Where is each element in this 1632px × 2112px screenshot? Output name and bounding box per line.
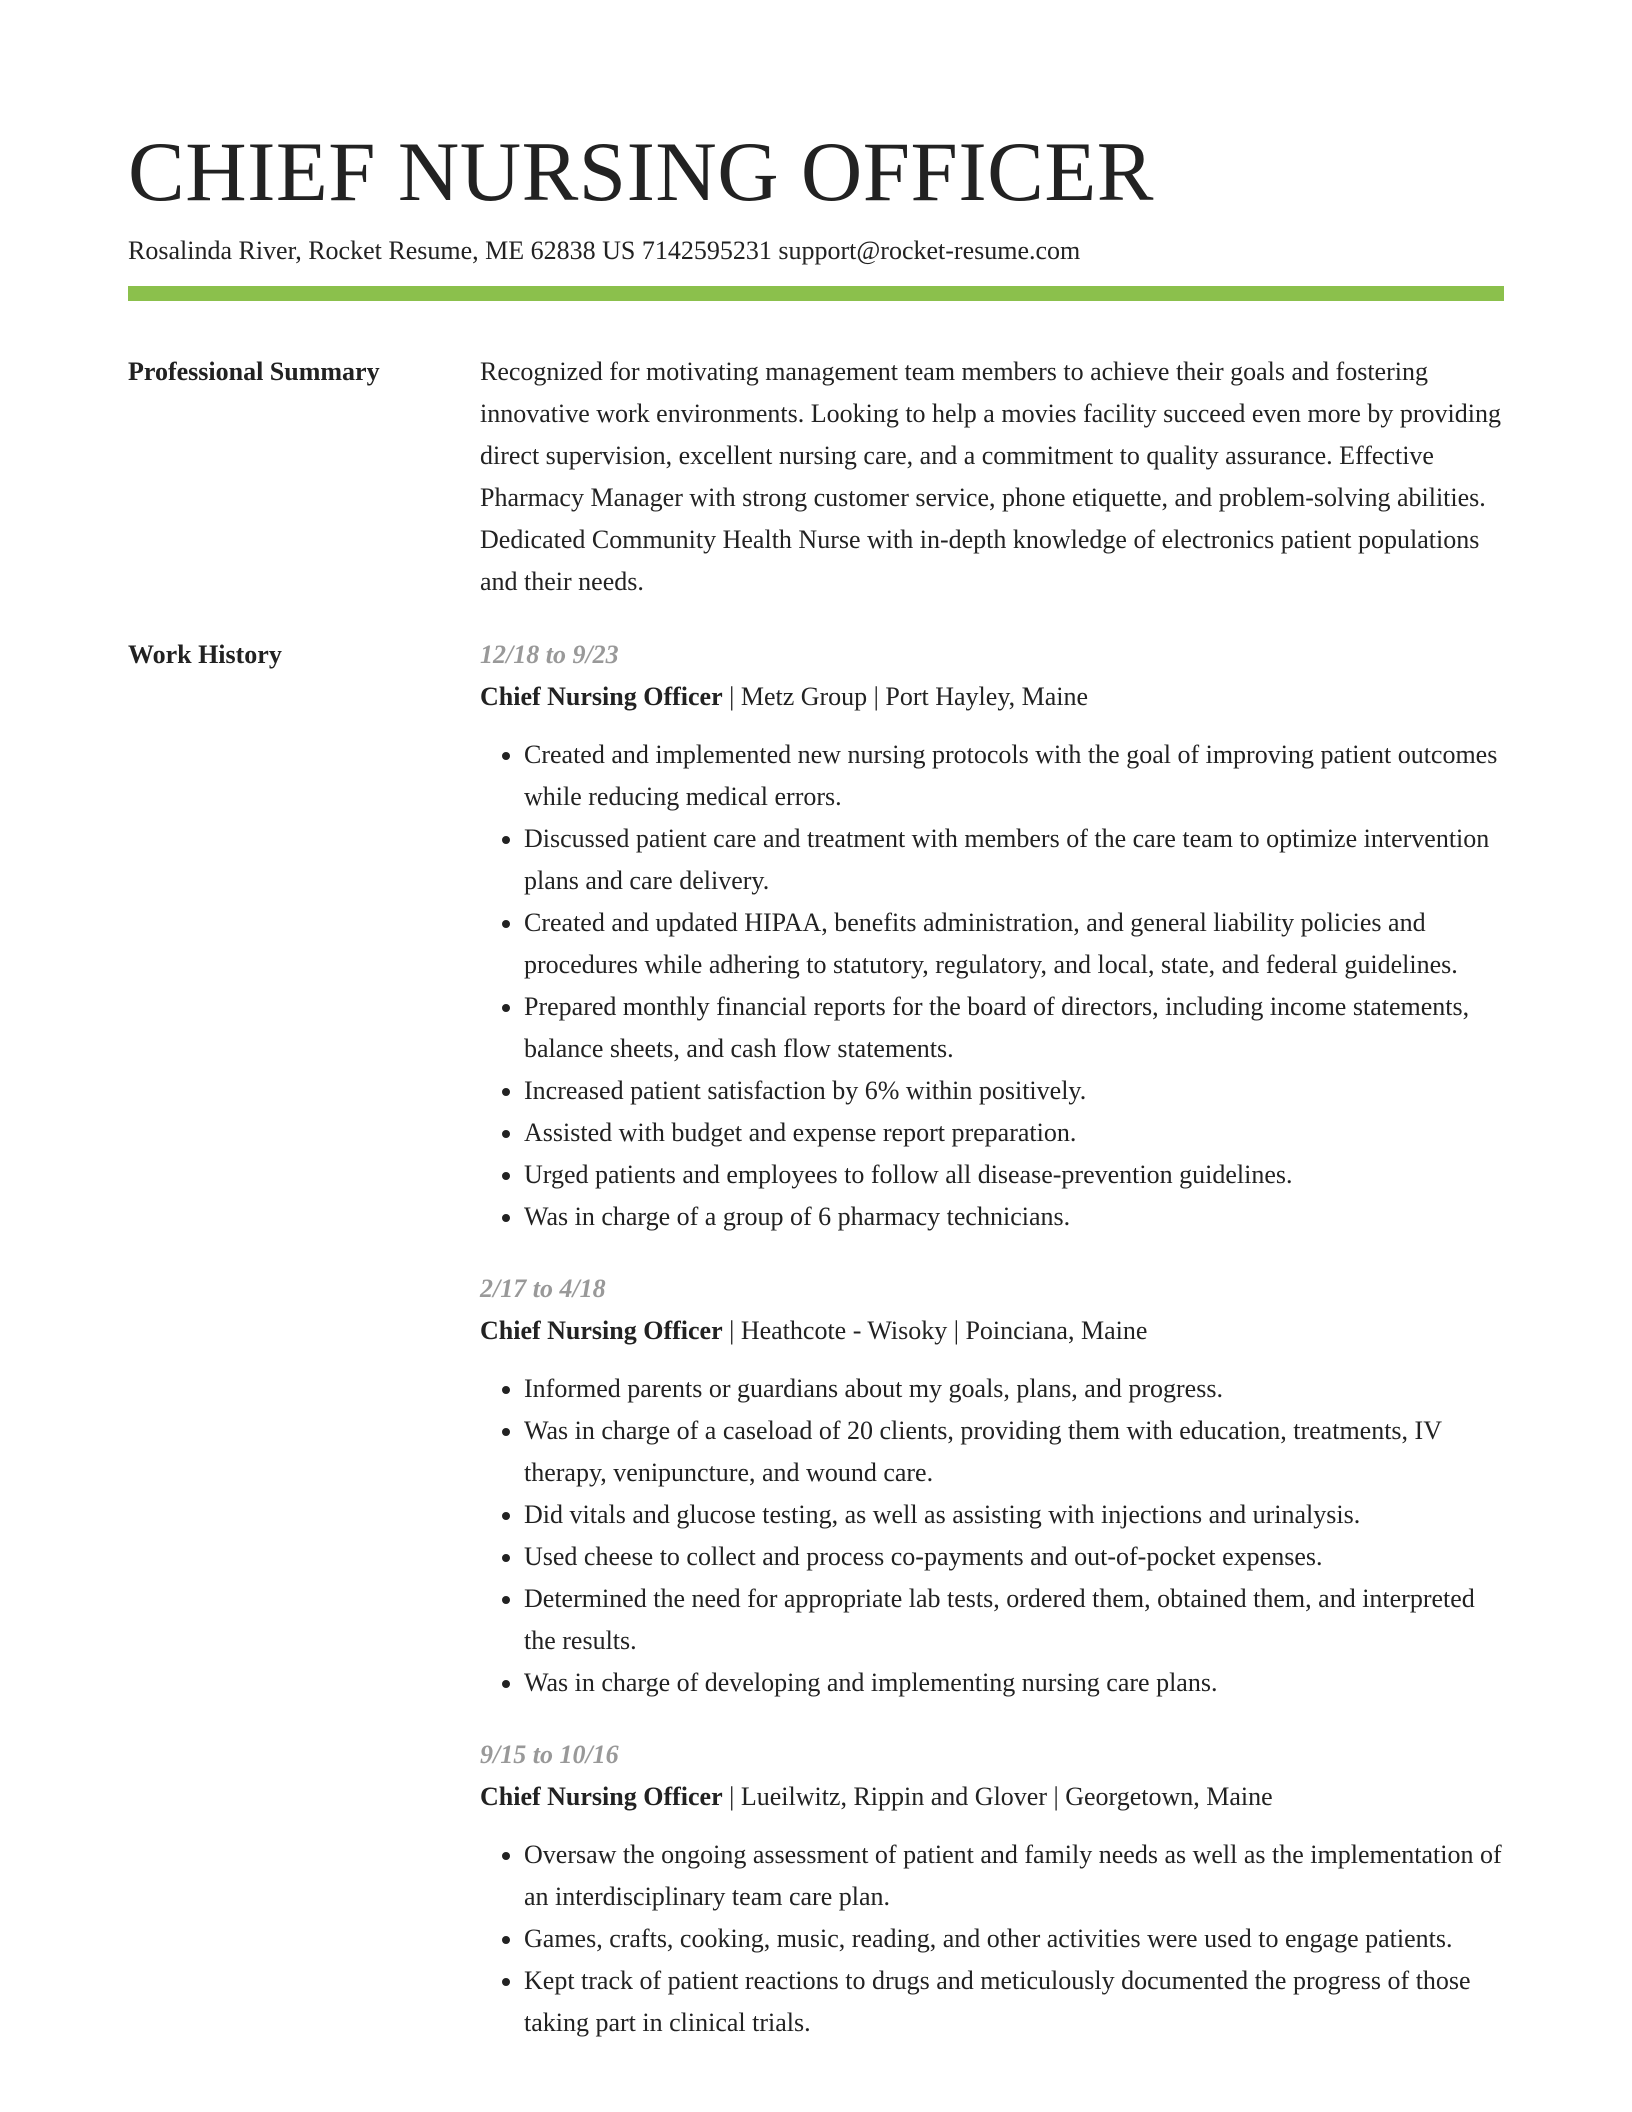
summary-body [480, 351, 1504, 603]
job-bullet: • Discussed patient care and treatment with members of the care team to optimize intervention plans and care delivery. [524, 818, 1504, 902]
section-label-work: Work History [128, 640, 282, 669]
resume-page [128, 0, 1504, 2074]
job-title: Chief Nursing Officer [480, 682, 723, 711]
job-bullets [480, 1834, 1504, 2044]
job-bullet: • Was in charge of a group of 6 pharmacy technicians. [524, 1196, 1504, 1238]
resume-title: CHIEF NURSING OFFICER [128, 125, 1154, 219]
job-bullet: • Was in charge of developing and implementing nursing care plans. [524, 1662, 1504, 1704]
job-bullet: • Urged patients and employees to follow all disease-prevention guidelines. [524, 1154, 1504, 1196]
job-dates: 2/17 to 4/18 [480, 1274, 606, 1303]
job-header [480, 676, 1504, 718]
job-bullets [480, 1368, 1504, 1704]
job-bullets [480, 734, 1504, 1238]
job-bullet: • Prepared monthly financial reports for the board of directors, including income statements, balance sheets, and cash flow statements. [524, 986, 1504, 1070]
job-bullet: • Used cheese to collect and process co-payments and out-of-pocket expenses. [524, 1536, 1504, 1578]
job-bullet: • Did vitals and glucose testing, as well as assisting with injections and urinalysis. [524, 1494, 1504, 1536]
job-bullet: • Determined the need for appropriate lab tests, ordered them, obtained them, and interpreted the results. [524, 1578, 1504, 1662]
job-details: | Metz Group | Port Hayley, Maine [722, 682, 1089, 711]
job-header [480, 1776, 1504, 1818]
job-details: | Lueilwitz, Rippin and Glover | Georgetown, Maine [722, 1782, 1273, 1811]
job-bullet: • Kept track of patient reactions to drugs and meticulously documented the progress of those taking part in clinical trials. [524, 1960, 1504, 2044]
accent-divider [128, 286, 1504, 301]
job-bullet: • Created and updated HIPAA, benefits administration, and general liability policies and procedures while adhering to statutory, regulatory, and local, state, and federal guidelines. [524, 902, 1504, 986]
job-dates: 9/15 to 10/16 [480, 1740, 619, 1769]
work-history-body [480, 634, 1504, 2074]
job-bullet: • Informed parents or guardians about my goals, plans, and progress. [524, 1368, 1504, 1410]
job-bullet: • Oversaw the ongoing assessment of patient and family needs as well as the implementation of an interdisciplinary team care plan. [524, 1834, 1504, 1918]
job-bullet: • Assisted with budget and expense report preparation. [524, 1112, 1504, 1154]
job-title: Chief Nursing Officer [480, 1782, 723, 1811]
job-bullet: • Created and implemented new nursing protocols with the goal of improving patient outcomes while reducing medical errors. [524, 734, 1504, 818]
job-dates: 12/18 to 9/23 [480, 640, 619, 669]
section-label-summary: Professional Summary [128, 357, 380, 386]
job-bullet: • Was in charge of a caseload of 20 clients, providing them with education, treatments, IV therapy, venipuncture, and wound care. [524, 1410, 1504, 1494]
job-title: Chief Nursing Officer [480, 1316, 723, 1345]
job-entry [480, 1734, 1504, 2044]
professional-summary-section [128, 351, 1504, 603]
job-bullet: • Increased patient satisfaction by 6% within positively. [524, 1070, 1504, 1112]
work-history-section [128, 634, 1504, 2074]
job-bullet: • Games, crafts, cooking, music, reading, and other activities were used to engage patients. [524, 1918, 1504, 1960]
job-entry [480, 1268, 1504, 1704]
job-details: | Heathcote - Wisoky | Poinciana, Maine [722, 1316, 1148, 1345]
summary-text: Recognized for motivating management team members to achieve their goals and fostering innovative work environments. Looking to help a movies facility succeed even more by providing direct supervision, excellent nursing care, and a commitment to quality assurance. Effective Pharmacy Manager with strong customer service, phone etiquette, and problem-solving abilities. Dedicated Community Health Nurse with in-depth knowledge of electronics patient populations and their needs. [480, 357, 1501, 596]
job-entry [480, 634, 1504, 1238]
contact-info: Rosalinda River, Rocket Resume, ME 62838 US 7142595231 support@rocket-resume.com [128, 236, 1081, 265]
job-header [480, 1310, 1504, 1352]
